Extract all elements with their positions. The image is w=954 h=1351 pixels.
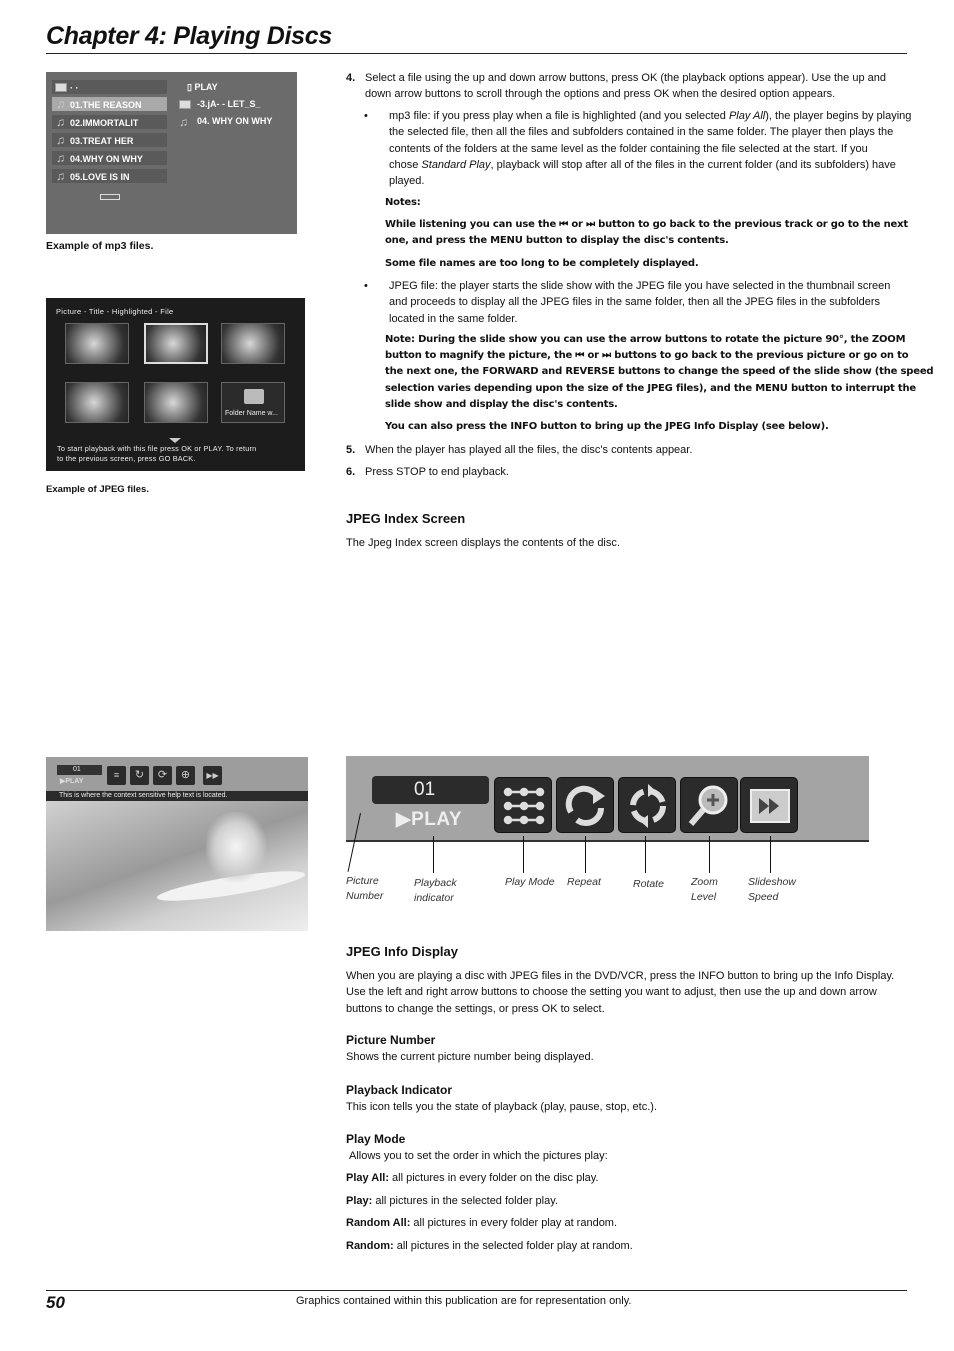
step-number: 5. <box>346 444 356 456</box>
mp3-screen <box>46 72 297 234</box>
mp3-file-label: 02.IMMORTALIT <box>70 118 139 128</box>
jpeg-help-line: To start playback with this file press OK or PLAY. To return <box>57 444 257 453</box>
text-line: located in the same folder. <box>389 312 518 325</box>
label-line: indicator <box>414 892 454 904</box>
leader-line-slideshow <box>770 836 771 873</box>
text-span: mp3 file: if you press play when a file is highlighted (and you selected <box>389 110 729 122</box>
step-number: 4. <box>346 72 356 84</box>
mp3-file-label: 01.THE REASON <box>70 100 142 110</box>
music-note-icon: ♫ <box>56 115 65 129</box>
label-line: Speed <box>748 891 779 903</box>
play-label: PLAY <box>411 809 463 830</box>
mp3-file-row <box>52 97 167 113</box>
mode-play-all <box>346 1170 599 1186</box>
text-line: selection varies depending upon the size of the JPEG files), and the MENU button to interrupt the <box>385 382 916 394</box>
jpeg-index-text: The Jpeg Index screen displays the contents of the disc. <box>346 537 620 549</box>
label-line: Playback <box>414 877 457 889</box>
jpeg-thumbnail-highlighted <box>144 323 208 364</box>
text-span: , playback will stop after all of the files in the current folder (and its subfolders) have <box>490 158 896 171</box>
label-zoom-level <box>691 875 718 905</box>
mp3-right-item <box>179 115 273 129</box>
text-line: one, and press the MENU button to display the disc's contents. <box>385 235 729 247</box>
label-picture-number <box>346 874 383 904</box>
jpeg-caption: Example of JPEG files. <box>46 484 149 495</box>
music-note-icon: ♫ <box>56 169 65 183</box>
music-note-icon: ♫ <box>56 133 65 147</box>
text-line: and proceeds to display all the JPEG files in the same folder, then all the JPEG files in the subfolders <box>389 296 880 309</box>
mp3-caption: Example of mp3 files. <box>46 240 154 252</box>
step-4-number <box>346 70 355 86</box>
slideshow-speed-button <box>740 777 798 833</box>
jpeg-thumbnail <box>65 323 129 364</box>
text-line: Select a file using the up and down arrow buttons, press OK (the playback options appear). Use the up and <box>365 72 886 84</box>
label-slideshow-speed <box>748 875 796 905</box>
jpeg-info-paragraph <box>346 968 894 1017</box>
play-box-icon: ▯ <box>187 82 195 92</box>
mode-term: Random: <box>346 1240 394 1252</box>
note-2: Some file names are too long to be completely displayed. <box>385 258 699 269</box>
label-line: Zoom <box>691 876 718 888</box>
mp3-file-label: 03.TREAT HER <box>70 136 134 146</box>
snowboarder-figure <box>206 812 266 882</box>
leader-line-repeat <box>585 836 586 873</box>
text-line: the next one, the FORWARD and REVERSE buttons to change the speed of the slide show (the speed <box>385 366 934 378</box>
label-repeat: Repeat <box>567 876 601 888</box>
text-span: chose <box>389 158 422 171</box>
repeat-icon <box>557 778 615 834</box>
label-play-mode: Play Mode <box>505 876 555 888</box>
jpeg-info-heading: JPEG Info Display <box>346 944 458 959</box>
jpeg-thumbnail <box>221 323 285 364</box>
step-6-text: Press STOP to end playback. <box>365 466 509 478</box>
leader-line-playback-indicator <box>433 836 434 873</box>
chapter-title: Chapter 4: Playing Discs <box>46 22 332 50</box>
folder-icon <box>55 83 67 92</box>
label-line: Level <box>691 891 717 903</box>
rotate-icon <box>619 778 677 834</box>
text-line: Note: During the slide show you can use the arrow buttons to rotate the picture 90°, the ZOOM <box>385 334 906 345</box>
mp3-file-row <box>52 133 167 149</box>
header-rule <box>46 53 907 54</box>
jpeg-slideshow-note <box>385 332 933 413</box>
play-mode-icon <box>495 778 553 834</box>
jpeg-help-text <box>57 444 256 464</box>
page-number: 50 <box>46 1293 65 1312</box>
mode-play <box>346 1193 558 1209</box>
label-line: Picture <box>346 875 379 887</box>
repeat-icon: ↻ <box>130 766 149 785</box>
mp3-right-label: 04. WHY ON WHY <box>197 116 273 126</box>
text-line: When you are playing a disc with JPEG files in the DVD/VCR, press the INFO button to bring up the Info Display. <box>346 970 895 982</box>
repeat-button <box>556 777 614 833</box>
play-mode-button <box>494 777 552 833</box>
notes-label: Notes: <box>385 197 421 208</box>
text-line: contents of the folders at the same level as the folder containing the file selected at the start. If you <box>389 142 868 155</box>
text-span: ), the player begins by playing <box>765 110 912 122</box>
text-line: Use the left and right arrow buttons to choose the setting you want to adjust, then use the up and down arrow <box>346 986 877 999</box>
folder-icon <box>179 100 191 109</box>
scroll-down-icon <box>169 438 181 443</box>
step-5-number <box>346 442 355 458</box>
text-line: buttons to change the settings, or press OK to select. <box>346 1002 605 1015</box>
step-number: 6. <box>346 466 356 478</box>
playback-indicator-text: This icon tells you the state of playback (play, pause, stop, etc.). <box>346 1101 658 1113</box>
mode-desc: all pictures in the selected folder play at random. <box>393 1240 633 1252</box>
picture-number-heading: Picture Number <box>346 1033 436 1047</box>
jpeg-index-heading: JPEG Index Screen <box>346 511 466 526</box>
label-line: Number <box>346 890 384 902</box>
jpeg-help-line: to the previous screen, press GO BACK. <box>57 454 196 463</box>
mp3-parent-folder <box>52 80 167 96</box>
rotate-icon: ⟳ <box>153 766 172 785</box>
info-button-note: You can also press the INFO button to bring up the JPEG Info Display (see below). <box>385 421 829 432</box>
step-6-number <box>346 464 355 480</box>
mp3-file-row <box>52 169 167 185</box>
zoom-icon: ⊕ <box>176 766 195 785</box>
context-help-text: This is where the context sensitive help text is located. <box>46 791 308 801</box>
jpeg-screen-header: Picture - Title - Highlighted - File <box>56 307 174 316</box>
mode-desc: all pictures in every folder on the disc play. <box>389 1172 599 1184</box>
play-mode-icon: ≡ <box>107 766 126 785</box>
mode-random-all <box>346 1215 617 1231</box>
jpeg-bullet-text <box>389 278 890 327</box>
mode-term: Play All: <box>346 1172 389 1184</box>
jpeg-folder-tile <box>221 382 285 423</box>
leader-line-play-mode <box>523 836 524 873</box>
step-4-text <box>365 70 910 103</box>
bullet-dot: • <box>364 280 368 292</box>
label-rotate: Rotate <box>633 878 664 890</box>
mp3-bullet-text <box>389 108 911 189</box>
info-display-screenshot <box>46 757 308 931</box>
music-note-icon: ♫ <box>56 97 65 111</box>
text-line: down arrow buttons to scroll through the options and press OK when the desired option appears. <box>365 88 836 101</box>
step-5-text: When the player has played all the files, the disc's contents appear. <box>365 444 693 456</box>
playback-indicator-heading: Playback Indicator <box>346 1083 453 1097</box>
info-toolbar <box>346 756 869 842</box>
note-1 <box>385 217 908 249</box>
mp3-play-option <box>187 82 218 93</box>
slideshow-speed-icon <box>741 778 799 834</box>
text-line <box>389 157 911 173</box>
jpeg-thumbnail <box>65 382 129 423</box>
text-line <box>389 108 911 124</box>
play-mode-heading: Play Mode <box>346 1132 406 1146</box>
text-line: played. <box>389 175 425 188</box>
mp3-right-item <box>179 99 261 109</box>
footer-rule <box>46 1290 907 1291</box>
mp3-file-label: 04.WHY ON WHY <box>70 154 143 164</box>
mp3-file-row <box>52 151 167 167</box>
playback-indicator <box>396 808 462 831</box>
mode-term: Random All: <box>346 1217 411 1229</box>
leader-line-rotate <box>645 836 646 873</box>
italic-term: Standard Play <box>421 158 491 171</box>
mp3-file-row <box>52 115 167 131</box>
text-line: the selected file, then all the files and subfolders contained in the same folder. The player then plays the <box>389 126 894 139</box>
footer-note: Graphics contained within this publication are for representation only. <box>296 1295 632 1307</box>
play-mode-text: Allows you to set the order in which the pictures play: <box>349 1150 608 1162</box>
play-triangle-icon: ▶ <box>396 809 412 830</box>
zoom-button <box>680 777 738 833</box>
text-line: button to magnify the picture, the ⏮ or ⏭ buttons to go back to the previous picture or go on to <box>385 350 909 362</box>
picture-number-display: 01 <box>372 776 489 804</box>
jpeg-folder-label: Folder Name w... <box>225 410 278 417</box>
zoom-icon <box>681 778 739 834</box>
music-note-icon: ♫ <box>179 115 188 129</box>
slideshow-speed-icon: ▶▶ <box>203 766 222 785</box>
mode-term: Play: <box>346 1195 373 1207</box>
mode-desc: all pictures in the selected folder play. <box>372 1195 558 1207</box>
italic-term: Play All <box>728 110 766 122</box>
music-note-icon: ♫ <box>56 151 65 165</box>
mode-random <box>346 1238 633 1254</box>
text-line: While listening you can use the ⏮ or ⏭ button to go back to the previous track or go to the next <box>385 219 908 230</box>
label-line: Slideshow <box>748 876 796 888</box>
leader-line-zoom <box>709 836 710 873</box>
mp3-file-label: 05.LOVE IS IN <box>70 172 130 182</box>
rotate-button <box>618 777 676 833</box>
mp3-right-label: -3.jA- - LET_S_ <box>197 99 261 109</box>
scroll-indicator <box>100 194 120 200</box>
mp3-parent-label: · · <box>70 83 79 93</box>
picture-number-text: Shows the current picture number being displayed. <box>346 1051 594 1063</box>
play-indicator: ▶PLAY <box>60 778 84 785</box>
jpeg-screen <box>46 298 305 471</box>
label-playback-indicator <box>414 876 457 906</box>
mode-desc: all pictures in every folder play at random. <box>410 1217 618 1229</box>
text-line: slide show and display the disc's contents. <box>385 398 618 410</box>
folder-icon <box>244 389 264 404</box>
jpeg-thumbnail <box>144 382 208 423</box>
mp3-play-label: PLAY <box>194 82 218 92</box>
picture-number-box: 01 <box>57 765 102 775</box>
text-line: JPEG file: the player starts the slide show with the JPEG file you have selected in the thumbnail screen <box>389 280 891 292</box>
bullet-dot: • <box>364 110 368 122</box>
